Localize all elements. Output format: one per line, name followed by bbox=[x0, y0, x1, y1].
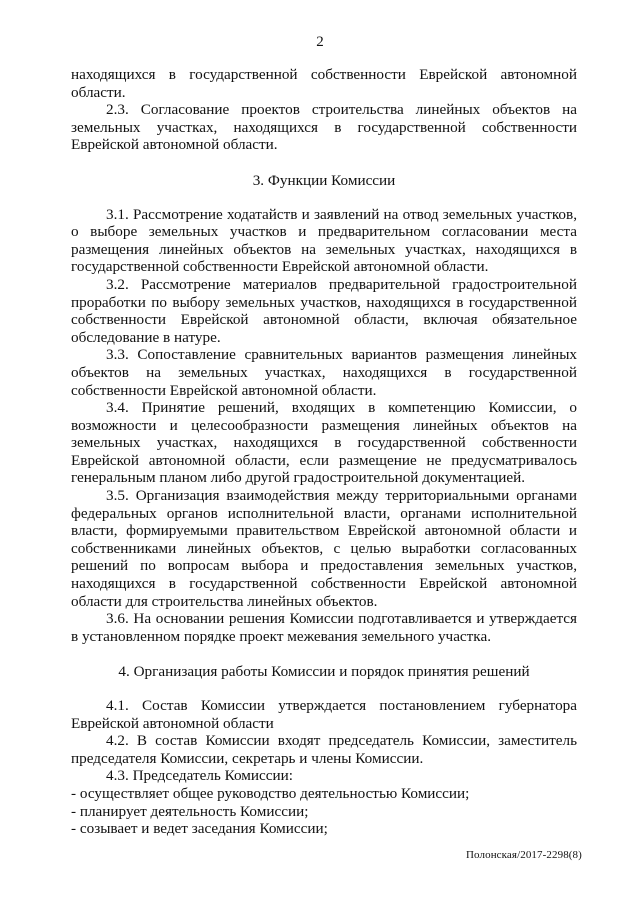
item-3-1: 3.1. Рассмотрение ходатайств и заявлений на отвод земельных участков, о выборе земельных участков и предварительном согласовании места размещения линейных объектов на земельных участках, находящихся в государственной собственности Еврейской автономной области. bbox=[71, 205, 577, 276]
list-item: - планирует деятельность Комиссии; bbox=[71, 802, 309, 820]
section-4-heading: 4. Организация работы Комиссии и порядок принятия решений bbox=[118, 663, 530, 681]
continuation-paragraph: находящихся в государственной собственности Еврейской автономной области. bbox=[71, 66, 577, 101]
item-3-6: 3.6. На основании решения Комиссии подготавливается и утверждается в установленном порядке проект межевания земельного участка. bbox=[71, 610, 577, 645]
document-body bbox=[71, 66, 577, 838]
list-item: - созывает и ведет заседания Комиссии; bbox=[71, 820, 328, 838]
item-4-1: 4.1. Состав Комиссии утверждается постановлением губернатора Еврейской автономной области bbox=[71, 697, 577, 732]
document-footer-code: Полонская/2017-2298(8) bbox=[466, 849, 582, 861]
item-4-3: 4.3. Председатель Комиссии: bbox=[106, 767, 294, 785]
item-3-4: 3.4. Принятие решений, входящих в компетенцию Комиссии, о возможности и целесообразности размещения линейных объектов на земельных участках, находящихся в государственной собственности Еврейской автономной области, если размещение не предусматривалось генеральным планом либо другой градостроительной документацией. bbox=[71, 399, 577, 487]
item-3-3: 3.3. Сопоставление сравнительных вариантов размещения линейных объектов на земельных участках, находящихся в государственной собственности Еврейской автономной области. bbox=[71, 346, 577, 399]
item-3-5: 3.5. Организация взаимодействия между территориальными органами федеральных органов исполнительной власти, органами исполнительной власти, формируемыми правительством Еврейской автономной области и собственниками линейных объектов, с целью выработки согласованных решений по вопросам выбора и предоставления земельных участков, находящихся в государственной собственности Еврейской автономной области для строительства линейных объектов. bbox=[71, 487, 577, 610]
list-item: - осуществляет общее руководство деятельностью Комиссии; bbox=[71, 784, 470, 802]
chair-duties-list bbox=[71, 785, 577, 838]
item-3-2: 3.2. Рассмотрение материалов предварительной градостроительной проработки по выбору земельных участков, находящихся в государственной собственности Еврейской автономной области, включая обязательное обследование в натуре. bbox=[71, 275, 577, 346]
item-4-2: 4.2. В состав Комиссии входят председатель Комиссии, заместитель председателя Комиссии, секретарь и члены Комиссии. bbox=[71, 732, 577, 767]
item-2-3: 2.3. Согласование проектов строительства линейных объектов на земельных участках, находящихся в государственной собственности Еврейской автономной области. bbox=[71, 101, 577, 154]
page-number: 2 bbox=[316, 34, 324, 50]
section-3-heading: 3. Функции Комиссии bbox=[252, 171, 396, 189]
